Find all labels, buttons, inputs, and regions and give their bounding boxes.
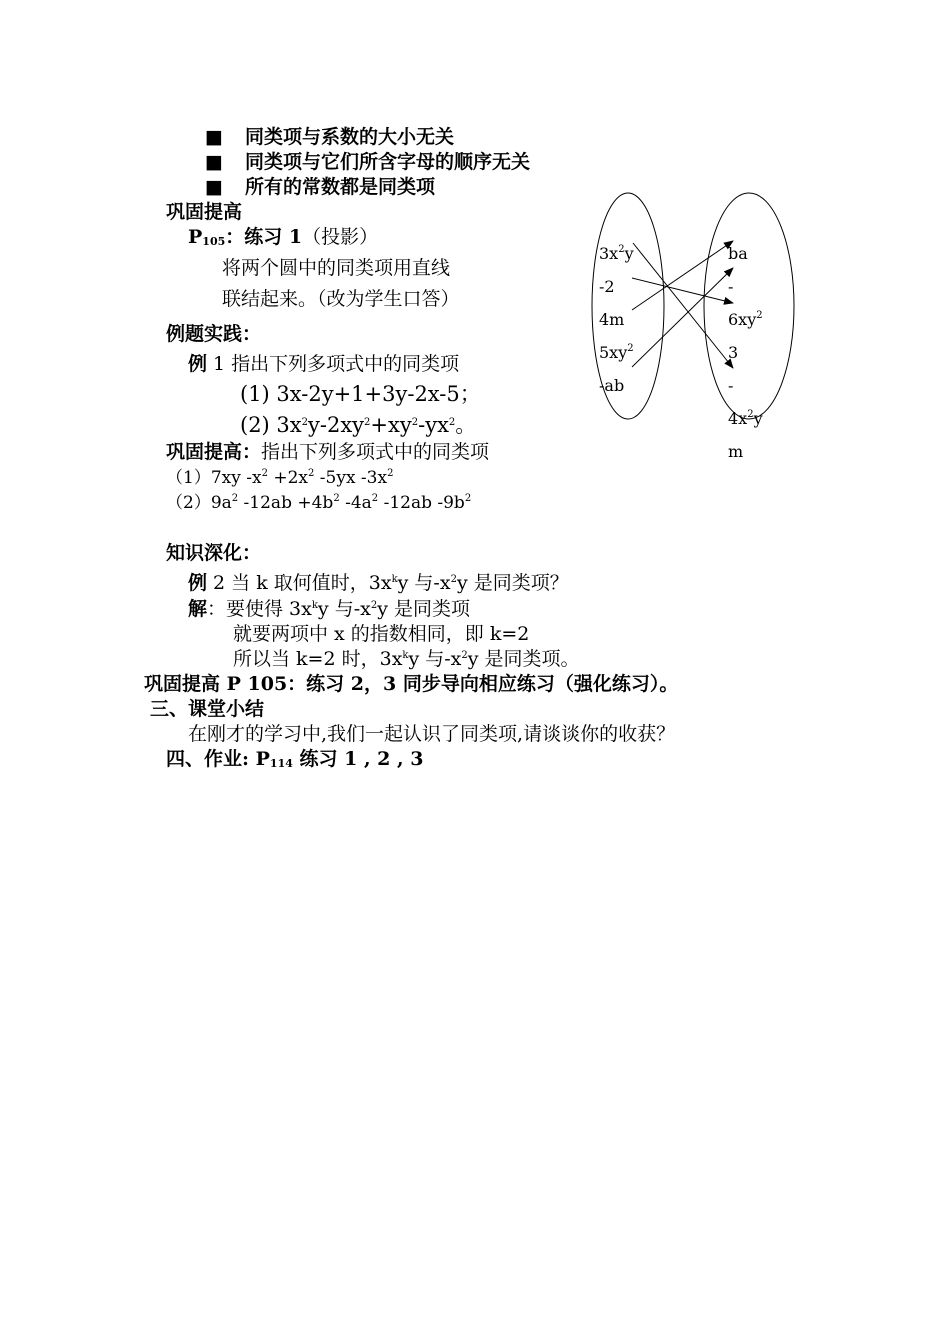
left-item-4: $5xy^2$ <box>599 343 634 362</box>
right-circle <box>704 193 794 419</box>
left-item-3: 4m <box>599 310 625 329</box>
consolidate-2-line: 巩固提高：指出下列多项式中的同类项 <box>166 441 490 463</box>
summary-heading: 三、课堂小结 <box>150 698 265 720</box>
summary-text: 在刚才的学习中,我们一起认识了同类项,请谈谈你的收获？ <box>188 723 676 745</box>
bullet-line-2: ■ 同类项与它们所含字母的顺序无关 <box>205 151 531 173</box>
example-practice-heading: 例题实践： <box>166 323 262 345</box>
consolidate-2-q1: （1）7xy $-x^2 +2x^2$ -5yx $-3x^2$ <box>166 468 394 488</box>
left-item-2: -2 <box>599 277 615 296</box>
right-item-7: m <box>728 442 744 461</box>
instruction-line-2: 联结起来。（改为学生口答） <box>222 288 460 310</box>
right-item-2: - <box>728 277 734 296</box>
consolidate-3-line: 巩固提高 P 105：练习 2，3 同步导向相应练习（强化练习）。 <box>144 673 679 695</box>
example-1-part-2: (2) $3x^2y-2xy^2+xy^2-yx^2$。 <box>240 413 477 437</box>
right-item-3: $6xy^2$ <box>728 310 763 329</box>
bullet-square-icon: ■ <box>205 126 223 148</box>
consolidate-2-q2: $(2)9a^2$ $-12ab +4b^2$ $-4a^2$ -12ab $-9b^2$ <box>166 493 472 513</box>
instruction-line-1: 将两个圆中的同类项用直线 <box>222 257 451 279</box>
right-item-6: $4x^2y$ <box>728 409 763 428</box>
bullet-square-icon: ■ <box>205 176 223 198</box>
deepen-heading: 知识深化： <box>166 542 262 564</box>
left-item-1: $3x^2y$ <box>599 244 634 263</box>
exercise-1-line: $P_{105}$：练习 1（投影） <box>188 226 379 248</box>
solution-line-3: 所以当 k=2 时，$3x^ky$ 与$-x^2y$ 是同类项。 <box>233 648 580 670</box>
bullet-line-1: ■ 同类项与系数的大小无关 <box>205 126 455 148</box>
right-item-5: - <box>728 376 734 395</box>
example-2-line: 例 2 当 k 取何值时，$3x^ky$ 与$-x^2y$ 是同类项？ <box>188 572 569 594</box>
match-line-4 <box>632 268 733 367</box>
solution-line-1: 解：要使得 $3x^ky$ 与$-x^2y$ 是同类项 <box>188 598 470 620</box>
homework-line: 四、作业: $P_{114}$ 练习 1 , 2 , 3 <box>166 748 424 770</box>
match-line-1 <box>633 243 733 368</box>
example-1-line: 例 1 指出下列多项式中的同类项 <box>188 353 460 375</box>
consolidate-heading-1: 巩固提高 <box>166 201 243 223</box>
bullet-square-icon: ■ <box>205 151 223 173</box>
left-item-5: -ab <box>599 376 625 395</box>
example-1-part-1: (1) 3x-2y+1+3y-2x-5； <box>240 382 481 406</box>
right-item-4: 3 <box>728 343 739 362</box>
solution-line-2: 就要两项中 x 的指数相同，即 k=2 <box>233 623 530 645</box>
right-item-1: ba <box>728 244 748 263</box>
bullet-line-3: ■ 所有的常数都是同类项 <box>205 176 436 198</box>
